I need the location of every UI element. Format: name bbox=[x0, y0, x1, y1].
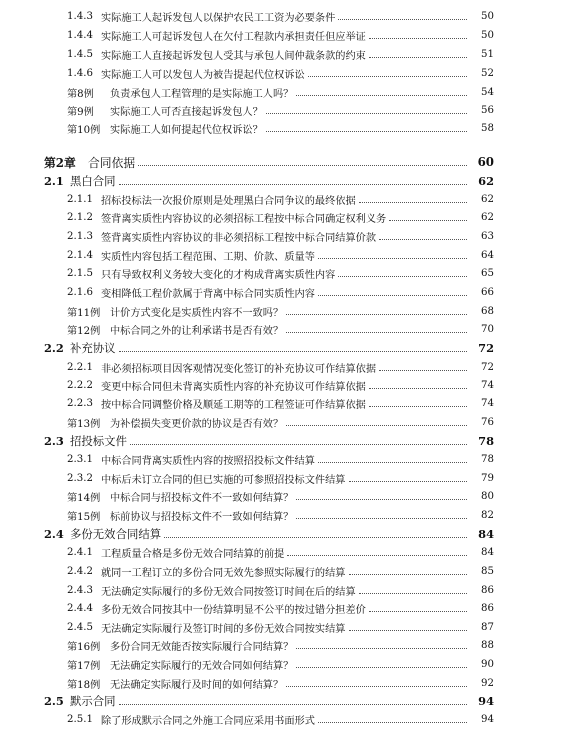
toc-leader-dots bbox=[286, 331, 467, 333]
toc-entry-number: 2.1.2 bbox=[67, 211, 93, 223]
toc-entry-page: 50 bbox=[481, 29, 494, 41]
toc-entry-number: 2.1 bbox=[44, 174, 64, 188]
toc-entry-title: 无法确定实际履行的无效合同如何结算？ bbox=[110, 660, 294, 672]
toc-entry-page: 66 bbox=[481, 286, 494, 298]
toc-entry-title: 工程质量合格是多份无效合同结算的前提 bbox=[101, 548, 285, 560]
toc-entry-title: 签背离实质性内容协议的非必须招标工程按中标合同结算价款 bbox=[101, 232, 377, 244]
toc-entry-number: 1.4.5 bbox=[67, 48, 93, 60]
toc-entry bbox=[0, 524, 562, 544]
toc-entry-title: 只有导致权利义务较大变化的才构成背离实质性内容 bbox=[101, 269, 336, 281]
toc-entry-title: 为补偿损失变更价款的协议是否有效？ bbox=[110, 418, 284, 430]
toc-entry bbox=[0, 6, 562, 26]
toc-entry-page: 65 bbox=[481, 267, 494, 279]
toc-entry bbox=[0, 25, 562, 45]
toc-entry bbox=[0, 580, 562, 600]
toc-entry bbox=[0, 263, 562, 283]
toc-entry-number: 第13例 bbox=[67, 418, 101, 430]
toc-entry-title: 多份无效合同结算 bbox=[70, 527, 162, 541]
toc-entry-number: 第10例 bbox=[67, 124, 101, 136]
toc-entry-number: 第16例 bbox=[67, 641, 101, 653]
toc-entry-page: 80 bbox=[481, 490, 494, 502]
toc-entry-page: 94 bbox=[478, 694, 494, 708]
toc-entry-title: 就同一工程订立的多份合同无效先参照实际履行的结算 bbox=[101, 567, 346, 579]
toc-entry bbox=[0, 635, 562, 655]
toc-entry bbox=[0, 412, 562, 432]
toc-entry-page: 60 bbox=[477, 155, 494, 169]
toc-entry bbox=[0, 152, 562, 172]
toc-leader-dots bbox=[338, 18, 467, 20]
toc-entry-number: 2.1.4 bbox=[67, 249, 93, 261]
toc-entry bbox=[0, 245, 562, 265]
toc-entry-page: 82 bbox=[481, 509, 494, 521]
toc-entry-page: 92 bbox=[481, 677, 494, 689]
toc-entry-number: 2.2.1 bbox=[67, 361, 93, 373]
toc-entry-title: 中标合同与招投标文件不一致如何结算？ bbox=[110, 492, 294, 504]
toc-entry-page: 54 bbox=[481, 86, 494, 98]
toc-leader-dots bbox=[359, 592, 467, 594]
toc-entry-number: 第18例 bbox=[67, 679, 101, 691]
toc-entry-number: 第17例 bbox=[67, 660, 101, 672]
toc-leader-dots bbox=[296, 517, 467, 519]
toc-leader-dots bbox=[119, 703, 467, 705]
toc-leader-dots bbox=[389, 219, 467, 221]
toc-entry-number: 第11例 bbox=[67, 307, 101, 319]
toc-entry bbox=[0, 82, 562, 102]
toc-entry bbox=[0, 100, 562, 120]
toc-entry-title: 招投标文件 bbox=[70, 434, 127, 448]
toc-entry-title: 补充协议 bbox=[70, 341, 116, 355]
toc-entry-page: 78 bbox=[481, 453, 494, 465]
toc-entry-page: 74 bbox=[481, 397, 494, 409]
toc-entry-page: 62 bbox=[481, 211, 494, 223]
toc-entry bbox=[0, 319, 562, 339]
toc-leader-dots bbox=[318, 461, 467, 463]
toc-entry-title: 中标后未订立合同的但已实施的可参照招投标文件结算 bbox=[101, 474, 346, 486]
toc-entry bbox=[0, 617, 562, 637]
toc-entry-number: 2.4.5 bbox=[67, 621, 93, 633]
toc-entry bbox=[0, 598, 562, 618]
toc-entry-page: 84 bbox=[481, 546, 494, 558]
toc-entry-page: 94 bbox=[481, 713, 494, 725]
toc-entry-number: 2.4.2 bbox=[67, 565, 93, 577]
toc-leader-dots bbox=[286, 313, 467, 315]
toc-entry-page: 86 bbox=[481, 602, 494, 614]
toc-entry bbox=[0, 505, 562, 525]
toc-entry-page: 64 bbox=[481, 249, 494, 261]
toc-leader-dots bbox=[296, 647, 467, 649]
toc-entry-number: 2.5 bbox=[44, 694, 64, 708]
toc-entry-number: 2.3 bbox=[44, 434, 64, 448]
toc-entry-title: 无法确定实际履行及时间的如何结算？ bbox=[110, 679, 284, 691]
toc-entry-title: 实际施工人直接起诉发包人受其与承包人间仲裁条款的约束 bbox=[101, 50, 366, 62]
toc-leader-dots bbox=[369, 387, 467, 389]
toc-entry-number: 2.1.3 bbox=[67, 230, 93, 242]
toc-leader-dots bbox=[138, 164, 467, 166]
toc-entry-number: 1.4.6 bbox=[67, 67, 93, 79]
toc-entry-page: 72 bbox=[481, 361, 494, 373]
toc-leader-dots bbox=[318, 721, 467, 723]
toc-entry-page: 52 bbox=[481, 67, 494, 79]
toc-entry-title: 无法确定实际履行的多份无效合同按签订时间在后的结算 bbox=[101, 586, 356, 598]
toc-leader-dots bbox=[296, 666, 467, 668]
toc-entry-title: 合同依据 bbox=[88, 155, 136, 170]
toc-entry bbox=[0, 431, 562, 451]
toc-entry-page: 78 bbox=[478, 434, 494, 448]
toc-entry-page: 88 bbox=[481, 639, 494, 651]
toc-leader-dots bbox=[349, 573, 468, 575]
toc-entry-page: 79 bbox=[481, 472, 494, 484]
toc-entry bbox=[0, 542, 562, 562]
toc-leader-dots bbox=[296, 498, 467, 500]
toc-entry-title: 黑白合同 bbox=[70, 174, 116, 188]
toc-entry-title: 除了形成默示合同之外施工合同应采用书面形式 bbox=[101, 715, 315, 727]
toc-entry-title: 实际施工人可以发包人为被告提起代位权诉讼 bbox=[101, 69, 305, 81]
toc-entry bbox=[0, 449, 562, 469]
toc-entry-page: 56 bbox=[481, 104, 494, 116]
toc-leader-dots bbox=[287, 554, 467, 556]
toc-leader-dots bbox=[308, 75, 467, 77]
toc-entry-title: 招标投标法一次报价原则是处理黑白合同争议的最终依据 bbox=[101, 195, 356, 207]
toc-entry-page: 85 bbox=[481, 565, 494, 577]
toc-leader-dots bbox=[119, 350, 467, 352]
toc-entry-title: 非必须招标项目因客观情况变化签订的补充协议可作结算依据 bbox=[101, 363, 377, 375]
toc-entry-number: 2.4.4 bbox=[67, 602, 93, 614]
toc-entry-number: 2.4.3 bbox=[67, 584, 93, 596]
toc-entry-title: 默示合同 bbox=[70, 694, 116, 708]
toc-leader-dots bbox=[369, 56, 467, 58]
toc-entry bbox=[0, 393, 562, 413]
toc-entry-title: 实际施工人可否直接起诉发包人？ bbox=[110, 106, 263, 118]
toc-entry bbox=[0, 468, 562, 488]
toc-entry bbox=[0, 171, 562, 191]
toc-entry bbox=[0, 375, 562, 395]
toc-entry-number: 2.3.1 bbox=[67, 453, 93, 465]
toc-entry-title: 实际施工人起诉发包人以保护农民工工资为必要条件 bbox=[101, 12, 336, 24]
toc-entry-title: 负责承包人工程管理的是实际施工人吗？ bbox=[110, 88, 294, 100]
toc-entry-number: 2.4 bbox=[44, 527, 64, 541]
toc-entry-number: 第12例 bbox=[67, 325, 101, 337]
toc-entry-number: 第2章 bbox=[44, 155, 76, 170]
toc-entry bbox=[0, 44, 562, 64]
toc-leader-dots bbox=[286, 424, 467, 426]
toc-entry-page: 68 bbox=[481, 305, 494, 317]
toc-entry-page: 90 bbox=[481, 658, 494, 670]
toc-entry-title: 计价方式变化是实质性内容不一致吗？ bbox=[110, 307, 284, 319]
toc-leader-dots bbox=[318, 257, 467, 259]
toc-entry-page: 51 bbox=[481, 48, 494, 60]
toc-leader-dots bbox=[318, 294, 467, 296]
toc-entry-number: 第14例 bbox=[67, 492, 101, 504]
toc-entry bbox=[0, 709, 562, 729]
toc-leader-dots bbox=[379, 369, 467, 371]
toc-entry-number: 2.2.3 bbox=[67, 397, 93, 409]
toc-entry-title: 实质性内容包括工程范围、工期、价款、质量等 bbox=[101, 251, 315, 263]
toc-entry-title: 实际施工人可起诉发包人在欠付工程款内承担责任但应举证 bbox=[101, 31, 366, 43]
toc-entry bbox=[0, 673, 562, 693]
toc-entry-title: 多份无效合同按其中一份结算明显不公平的按过错分担差价 bbox=[101, 604, 366, 616]
toc-entry bbox=[0, 189, 562, 209]
toc-entry bbox=[0, 207, 562, 227]
toc-entry-title: 标前协议与招投标文件不一致如何结算？ bbox=[110, 511, 294, 523]
toc-leader-dots bbox=[359, 201, 467, 203]
toc-entry-page: 87 bbox=[481, 621, 494, 633]
toc-entry bbox=[0, 654, 562, 674]
toc-entry-title: 实际施工人如何提起代位权诉讼？ bbox=[110, 124, 263, 136]
toc-leader-dots bbox=[379, 238, 467, 240]
toc-entry-title: 无法确定实际履行及签订时间的多份无效合同按实结算 bbox=[101, 623, 346, 635]
toc-entry-title: 变更中标合同但未背离实质性内容的补充协议可作结算依据 bbox=[101, 381, 366, 393]
toc-leader-dots bbox=[369, 610, 467, 612]
toc-entry-number: 2.3.2 bbox=[67, 472, 93, 484]
toc-entry-title: 中标合同之外的让利承诺书是否有效？ bbox=[110, 325, 284, 337]
toc-leader-dots bbox=[349, 480, 468, 482]
toc-entry-number: 2.2 bbox=[44, 341, 64, 355]
toc-leader-dots bbox=[286, 685, 467, 687]
toc-leader-dots bbox=[369, 405, 467, 407]
toc-entry bbox=[0, 301, 562, 321]
toc-entry bbox=[0, 486, 562, 506]
toc-entry bbox=[0, 691, 562, 711]
toc-entry-number: 2.5.1 bbox=[67, 713, 93, 725]
toc-entry-title: 中标合同背离实质性内容的按照招投标文件结算 bbox=[101, 455, 315, 467]
toc-entry-page: 74 bbox=[481, 379, 494, 391]
toc-entry-title: 按中标合同调整价格及顺延工期等的工程签证可作结算依据 bbox=[101, 399, 366, 411]
toc-entry bbox=[0, 338, 562, 358]
toc-entry bbox=[0, 118, 562, 138]
toc-leader-dots bbox=[369, 37, 467, 39]
toc-leader-dots bbox=[130, 443, 467, 445]
toc-entry-number: 2.1.5 bbox=[67, 267, 93, 279]
toc-entry-page: 76 bbox=[481, 416, 494, 428]
toc-entry-number: 第9例 bbox=[67, 106, 94, 118]
toc-entry bbox=[0, 282, 562, 302]
toc-leader-dots bbox=[266, 112, 467, 114]
toc-entry-title: 多份合同无效能否按实际履行合同结算？ bbox=[110, 641, 294, 653]
toc-entry-page: 70 bbox=[481, 323, 494, 335]
toc-leader-dots bbox=[266, 130, 467, 132]
toc-leader-dots bbox=[349, 629, 468, 631]
toc-entry-page: 62 bbox=[478, 174, 494, 188]
toc-entry-page: 72 bbox=[478, 341, 494, 355]
toc-entry bbox=[0, 63, 562, 83]
toc-entry bbox=[0, 561, 562, 581]
toc-entry bbox=[0, 226, 562, 246]
toc-entry-page: 62 bbox=[481, 193, 494, 205]
toc-leader-dots bbox=[296, 94, 467, 96]
toc-entry-page: 50 bbox=[481, 10, 494, 22]
toc-entry-title: 变相降低工程价款属于背离中标合同实质性内容 bbox=[101, 288, 315, 300]
toc-entry-page: 86 bbox=[481, 584, 494, 596]
toc-entry-page: 63 bbox=[481, 230, 494, 242]
toc-entry-page: 58 bbox=[481, 122, 494, 134]
toc-leader-dots bbox=[338, 275, 467, 277]
toc-entry-title: 签背离实质性内容协议的必须招标工程按中标合同确定权利义务 bbox=[101, 213, 387, 225]
toc-leader-dots bbox=[119, 183, 467, 185]
toc-entry-number: 2.4.1 bbox=[67, 546, 93, 558]
toc-entry-number: 2.1.6 bbox=[67, 286, 93, 298]
toc-leader-dots bbox=[164, 536, 467, 538]
toc-entry-number: 1.4.4 bbox=[67, 29, 93, 41]
toc-entry-number: 1.4.3 bbox=[67, 10, 93, 22]
toc-entry-number: 2.1.1 bbox=[67, 193, 93, 205]
toc-entry-number: 第15例 bbox=[67, 511, 101, 523]
toc-entry-page: 84 bbox=[478, 527, 494, 541]
toc-entry-number: 2.2.2 bbox=[67, 379, 93, 391]
toc-entry bbox=[0, 357, 562, 377]
toc-entry-number: 第8例 bbox=[67, 88, 94, 100]
